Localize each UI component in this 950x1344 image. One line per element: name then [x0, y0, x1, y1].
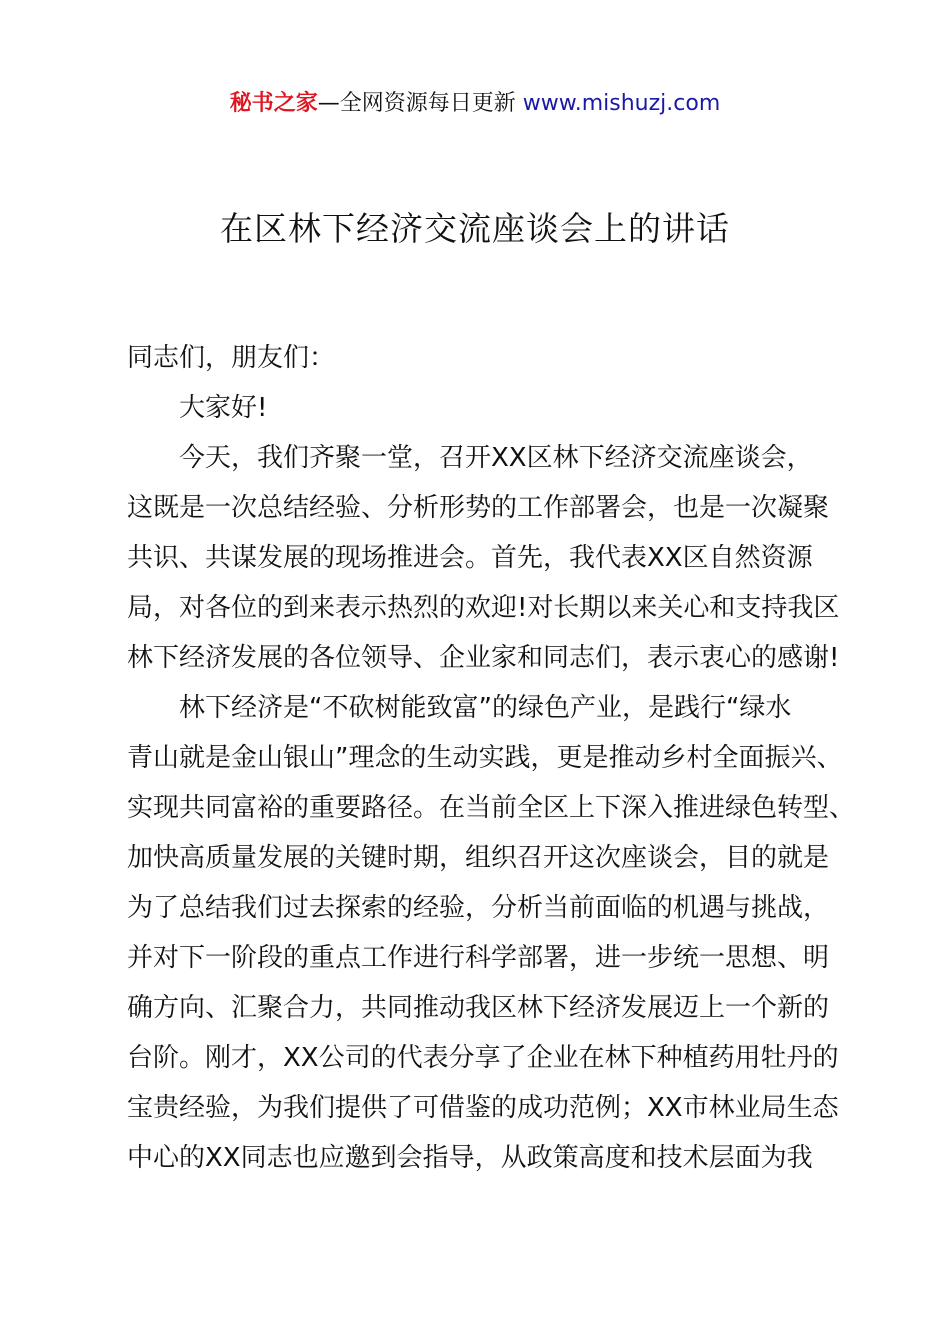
site-brand: 秘书之家 — [229, 91, 318, 116]
paragraph-line: 宝贵经验，为我们提供了可借鉴的成功范例；XX市林业局生态 — [127, 1093, 839, 1123]
paragraph-line: 实现共同富裕的重要路径。在当前全区上下深入推进绿色转型、 — [127, 793, 856, 823]
paragraph-line: 中心的XX同志也应邀到会指导，从政策高度和技术层面为我 — [127, 1143, 813, 1173]
paragraph-line: 并对下一阶段的重点工作进行科学部署，进一步统一思想、明 — [127, 943, 830, 973]
paragraph-line: 共识、共谋发展的现场推进会。首先，我代表XX区自然资源 — [127, 543, 813, 573]
site-header — [0, 88, 950, 120]
paragraph-line: 为了总结我们过去探索的经验，分析当前面临的机遇与挑战， — [127, 893, 830, 923]
salutation: 同志们，朋友们： — [127, 343, 336, 373]
site-url-link[interactable]: www.mishuzj.com — [522, 91, 721, 116]
paragraph-line: 加快高质量发展的关键时期，组织召开这次座谈会，目的就是 — [127, 843, 830, 873]
greeting-line: 大家好! — [179, 393, 268, 423]
paragraph-line: 青山就是金山银山”理念的生动实践，更是推动乡村全面振兴、 — [127, 743, 843, 773]
paragraph-line: 局，对各位的到来表示热烈的欢迎!对长期以来关心和支持我区 — [127, 593, 840, 623]
paragraph-line: 确方向、汇聚合力，共同推动我区林下经济发展迈上一个新的 — [127, 993, 830, 1023]
paragraph-line: 林下经济发展的各位领导、企业家和同志们，表示衷心的感谢! — [127, 643, 840, 673]
paragraph-line: 今天，我们齐聚一堂，召开XX区林下经济交流座谈会， — [179, 443, 813, 473]
paragraph-line: 林下经济是“不砍树能致富”的绿色产业，是践行“绿水 — [179, 693, 792, 723]
paragraph-line: 这既是一次总结经验、分析形势的工作部署会，也是一次凝聚 — [127, 493, 830, 523]
document-title: 在区林下经济交流座谈会上的讲话 — [220, 209, 730, 248]
site-tagline: —全网资源每日更新 — [317, 91, 516, 116]
paragraph-line: 台阶。刚才，XX公司的代表分享了企业在林下种植药用牡丹的 — [127, 1043, 839, 1073]
